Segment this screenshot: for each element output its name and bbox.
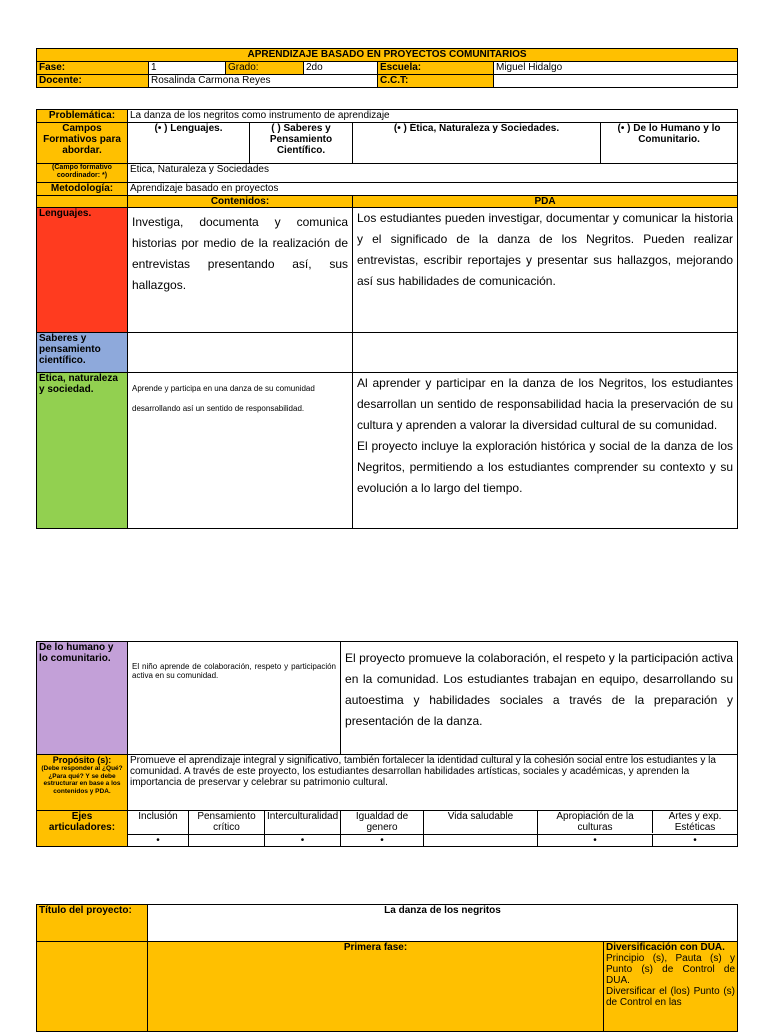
grado-label: Grado: (226, 62, 304, 75)
dua-text2: Diversificar el (los) Punto (s) de Control en las (606, 986, 736, 1008)
campo-option-saberes: ( ) Saberes y Pensamiento Científico. (250, 123, 353, 164)
project-table (36, 904, 738, 1032)
grado-value: 2do (304, 62, 378, 75)
contenidos-header: Contenidos: (128, 196, 353, 208)
header-title: APRENDIZAJE BASADO EN PROYECTOS COMUNITARIOS (37, 49, 738, 62)
dua-cell (604, 942, 738, 1032)
contenido-etica: Aprende y participa en una danza de su comunidad desarrollando así un sentido de responsabilidad. (128, 373, 353, 529)
metodologia-value: Aprendizaje basado en proyectos (128, 183, 738, 196)
fase-value: 1 (149, 62, 226, 75)
cct-label: C.C.T: (378, 75, 494, 88)
proposito-label-cell (37, 755, 128, 811)
eje-name: Interculturalidad (265, 811, 341, 835)
row-label-lenguajes: Lenguajes. (37, 208, 128, 333)
pda-saberes (353, 333, 738, 373)
pda-humano: El proyecto promueve la colaboración, el respeto y la participación activa en la comunidad. Los estudiantes trabajan en equipo, desarrollando su autoestima y habilidades sociales a través de la preparación y presentación de la danza. (341, 642, 738, 755)
eje-name: Artes y exp. Estéticas (668, 811, 722, 833)
metodologia-label: Metodología: (37, 183, 128, 196)
problematica-value: La danza de los negritos como instrumento de aprendizaje (128, 110, 738, 123)
titulo-value: La danza de los negritos (148, 905, 738, 942)
pda-etica-p2: El proyecto incluye la exploración histórica y social de la danza de los Negritos, permitiendo a los estudiantes comprender su contexto y su evolución a lo largo del tiempo. (357, 439, 734, 495)
row-label-saberes: Saberes y pensamiento científico. (37, 333, 128, 373)
docente-label: Docente: (37, 75, 149, 88)
second-table (36, 641, 738, 847)
eje-mark: • (341, 835, 424, 847)
titulo-label: Título del proyecto: (37, 905, 148, 942)
contenido-humano: El niño aprende de colaboración, respeto y participación activa en su comunidad. (128, 642, 341, 755)
eje-mark: • (693, 835, 697, 846)
eje-mark: • (128, 835, 189, 847)
dua-title: Diversificación con DUA. (606, 942, 725, 953)
planning-table (36, 109, 738, 529)
escuela-label: Escuela: (378, 62, 494, 75)
fase-header: Primera fase: (148, 942, 604, 1032)
pda-header: PDA (353, 196, 738, 208)
header-table (36, 48, 738, 88)
eje-name: Inclusión (128, 811, 189, 835)
eje-mark-pair (538, 835, 738, 847)
coordinador-label: (Campo formativo coordinador: *) (37, 164, 128, 183)
proposito-label: Propósito (s): (52, 755, 112, 765)
campos-label: Campos Formativos para abordar. (37, 123, 128, 164)
campo-option-lenguajes: (• ) Lenguajes. (128, 123, 250, 164)
eje-mark: • (265, 835, 341, 847)
eje-mark: • (538, 835, 653, 846)
eje-name: Igualdad de genero (341, 811, 424, 835)
pda-lenguajes: Los estudiantes pueden investigar, documentar y comunicar la historia y el significado de la danza de los Negritos. Pueden realizar entrevistas, escribir reportajes y presentar sus hallazgos, mejorando así sus habilidades de comunicación. (353, 208, 738, 333)
eje-name-pair (538, 811, 738, 835)
fase-label: Fase: (37, 62, 149, 75)
dua-text: Principio (s), Pauta (s) y Punto (s) de Control de DUA. (606, 953, 736, 986)
row-label-humano: De lo humano y lo comunitario. (37, 642, 128, 755)
contenido-lenguajes: Investiga, documenta y comunica historias por medio de la realización de entrevistas presentando así, sus hallazgos. (128, 208, 353, 333)
coordinador-value: Ética, Naturaleza y Sociedades (128, 164, 738, 183)
campo-option-humano: (• ) De lo Humano y lo Comunitario. (601, 123, 738, 164)
proposito-value: Promueve el aprendizaje integral y significativo, también fortalecer la identidad cultural y la cohesión social entre los estudiantes y la comunidad. A través de este proyecto, los estudiantes desarrollan habilidades artísticas, sociales y académicas, y aprenden la importancia de preservar y celebrar su patrimonio cultural. (128, 755, 738, 811)
row-label-etica: Ética, naturaleza y sociedad. (37, 373, 128, 529)
eje-mark (189, 835, 265, 847)
pda-etica (353, 373, 738, 529)
campo-option-etica: (• ) Ética, Naturaleza y Sociedades. (353, 123, 601, 164)
proposito-hint: (Debe responder al ¿Qué? ¿Para qué? Y se debe estructurar en base a los contenidos y PDA. (41, 765, 123, 795)
eje-name: Apropiación de la culturas (538, 811, 653, 833)
eje-name: Vida saludable (424, 811, 538, 835)
pda-etica-p1: Al aprender y participar en la danza de los Negritos, los estudiantes desarrollan un sentido de responsabilidad hacia la preservación de su cultura y aprenden a valorar la diversidad cultural de su comunidad. (357, 376, 734, 432)
eje-mark (424, 835, 538, 847)
contenido-saberes (128, 333, 353, 373)
escuela-value: Miguel Hidalgo (494, 62, 738, 75)
problematica-label: Problemática: (37, 110, 128, 123)
ejes-label: Ejes articuladores: (37, 811, 128, 847)
docente-value: Rosalinda Carmona Reyes (149, 75, 378, 88)
cct-value (494, 75, 738, 88)
eje-name: Pensamiento crítico (189, 811, 265, 835)
